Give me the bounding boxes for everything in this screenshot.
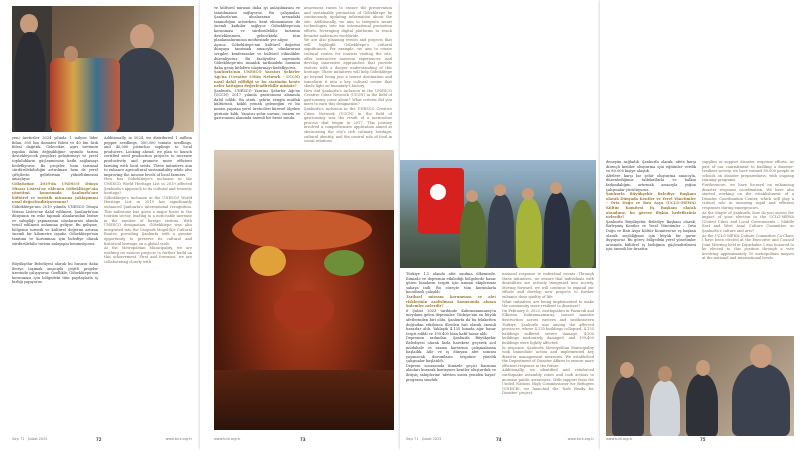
magazine-page-72: [0, 0, 200, 450]
body-text-en: Göbeklitepe's inclusion in the UNESCO World Heritage List in 2019 has significantly enhanced Şanlıurfa's international recognition. This milestone has given a major boost to the tourism sector, leading to a noticeable increase in the number of foreign visitors. With UNESCO designation, Göbeklitepe was also integrated into the Geopark Mogul(h)e Cultural Routes, providing Şanlıurfa with a greater opportunity to preserve its cultural and historical heritage on a global scale.: [104, 195, 192, 246]
question-heading-en: How did Şanlıurfa's inclusion in the UNESCO Creative Cities Network (UCCN) in the field of gastronomy come about? What criteria did you meet to earn this designation?: [304, 88, 392, 107]
body-text-en: As the UCLG-MEWA Culture Committee Co-Chair, I have been elected at the Executive and Council Joint Meeting held in Diyarbakır. I was honored to be elected to this position through a vote involving approximately 30 metropolitan mayors at the national and international levels.: [702, 233, 794, 261]
body-text-en: awareness raises to ensure the preservation and sustainable promotion of Göbeklitepe by continuously updating information about the site. Additionally, we aim to integrate smart technologies into our international promotion efforts, leveraging digital platforms to reach broader audiences worldwide.: [304, 6, 392, 38]
body-text: yeni üreticiler 2024 yılında 1 milyon lider fidan, 300 bin domates fidesi ve 40 bin fırık fidesi dağıttık. Gelecekte, aşırı üretimin yapılan iklim değişikliğine uyumlu tarımı destekleyecek projeleri geliştirmeyi ve yerel toplulukların güçlenmesine katkı sağlamayı hedefliyoruz. Bu projeler, hem tarımsal sürdürülebilirliğin artırılması hem de yerel çiftçilerin gelirlerinin yükseltilmesini amaçlıyor.: [12, 136, 98, 182]
page-number: 72: [96, 437, 102, 442]
body-text: Ayrıca, Göbeklitepe'nin kültürel değerini dünyaya tanıtmak amacıyla uluslararası sergiler, konferanslar ve kültürel etkinlikler düzenliyoruz. Bu faaliyetler sayesinde Göbeklitepe'nin insanlık tarihindeki önemini daha geniş kitlelere ulaştırmayı hedefliyoruz.: [214, 42, 300, 70]
magazine-page-75: [600, 0, 800, 450]
magazine-page-73: [200, 0, 400, 450]
body-text: Depremin ardından, Şanlıurfa Büyükşehir Belediyesi olarak hızla harekete geçerek acil müdahale ve arama kurtarma çalışmalarına başladık. Aile ve iş dünyası afet sonrası yaşanacak durumların tespitine yönelik çalışmalar başlatıldı.: [406, 336, 496, 364]
footer-left: www.turk.org.tr: [214, 437, 241, 441]
column-1-tr: [406, 272, 496, 432]
body-text-en: Additionally, we identified and reinforced earthquake assembly zones and took actions to increase public awareness. With support from the United Nations High Commissioner for Refugees (UNHCR), we launched the 'Safe Ready for Disaster' project.: [502, 368, 594, 396]
dignitaries-photo: [606, 336, 794, 436]
body-text: Göbeklitepe'nin 2019 yılında UNESCO Dünya Mirası Listesi'ne dahil edilmesi, Şanlıurfa'nın dünyanın en eski tapınak alanlarından birine ev sahipliği yapmasının uluslararası alanda tescil edilmesi anlamına geliyor. Bu gelişme, bölgenin turistik ve kültürel değerini artıran önemli bir kilometre taşıdır. Göbeklitepe'nin tanıtımı ve korunması için belediye olarak sürdürülebilir turizm anlayışını benimsiyoruz.: [12, 204, 98, 246]
cyclists-photo: [400, 160, 596, 268]
ceremony-photo: [12, 6, 194, 132]
footer-left: Sayı 71 · Şubat 2025: [12, 437, 48, 441]
footer-right: www.turk.org.tr: [165, 437, 192, 441]
question-heading: Tarihsel mirasın korunması ve afet risklerinin azaltılması konusunda alınan önlemler nelerdir?: [406, 294, 496, 309]
body-text-en: Furthermore, we have focused on enhancing disaster response coordination. We have also started working on the establishment of a Disaster Coordination Center, which will play a critical role in ensuring rapid and efficient responses during emergencies.: [702, 182, 794, 210]
body-text: Türkiye 1,1 alanda afet sınıfına ülkemizde. İlimizde ve depremin etkilediği bölgelerde hasar gören binaların tespiti için uzman ekiplerimiz sahaya indi. Bu süreçte tüm kurumlarla koordineli çalışıldı.: [406, 272, 496, 295]
question-heading: Şanlıurfa Büyükşehir Belediye Başkanı olarak Dünyada Kentler ve Yerel Yönetimler – Orta Doğu ve Batı Asya (UCLG-MEWA) Kültür Komitesi Eş Başkanı olarak atandınız, bu göreve ilişkin hedefleriniz nelerdir?: [606, 192, 696, 220]
body-text: 6 Şubat 2023 tarihinde Kahramanmaraş'ta meydana gelen depremler, Türkiye'nin en büyük afetlerinden biri oldu. Şanlıurfa da bu felaketten doğrudan etkilenen illerden biri olarak önemli hasarlar aldı. Yaklaşık 4.135 binada ağır hasar tespit edildi ve 199.400 bina hafif hasar aldı.: [406, 308, 496, 336]
question-heading: Şanlıurfa'nın UNESCO Yaratıcı Şehirler Ağı'na (Creative Cities Network - UCCN) nasıl dahil edildiği ve bu statünün kente neler kattığını değerlendirebilir misiniz?: [214, 70, 300, 89]
column-2-en: [702, 160, 794, 332]
question-heading-en: What initiatives are being implemented to make the community more resilient to disasters?: [502, 299, 594, 309]
column-1-tr: [12, 136, 98, 260]
body-text-en: On February 6, 2023, earthquakes in Pazarcık and Elbistan, Kahramanmaraş, caused massive destruction across eastern and southeastern Türkiye. Şanlıurfa was among the affected provinces, where 4,135 buildings collapsed, 4,135 buildings suffered severe damage, 4,500 buildings moderately damaged, and 199,400 buildings were lightly affected.: [502, 308, 594, 345]
body-text-en: In response, Şanlıurfa Metropolitan Municipality took immediate action and implemented key disaster management measures. We established the Department of Disaster Affairs to ensure more efficient response in the future.: [502, 345, 594, 368]
question-heading-en: As the Mayor of Şanlıurfa, how do you assess the impact of your election to the UCLG-MEWA (United Cities and Local Governments – Middle East and West Asia) Culture Committee as Şanlıurfa's culture and arts?: [702, 210, 794, 233]
footer-left: Sayı 71 · Şubat 2025: [406, 437, 442, 441]
page-number: 74: [496, 437, 502, 442]
body-text-en: At the Metropolitan Municipality, we are working on various projects to further build on this achievement. First and foremost, we are collaborating closely with: [104, 246, 192, 265]
body-text: Büyükşehir Belediyesi olarak bu hususu daha ileriye taşımak amacıyla çeşitli projeler üzerinde çalışıyoruz. Özellikle, Göbeklitepe'nin korunması için bölgedeki tüm paydaşlarla iş birliği yapıyoruz.: [12, 262, 98, 285]
body-text: Additionally, in 2024, we distributed 1 million pepper seedlings, 300,000 tomato seedlings, and 40,000 pistachio saplings to local producers. Looking ahead, we plan to launch certified seed production projects to increase productivity and promote more efficient farming with local seeds. These initiatives aim to enhance agricultural sustainability while also improving the income levels of local farmers.: [104, 136, 192, 177]
column-2-en: [104, 136, 192, 432]
kebab-food-photo: [214, 150, 394, 430]
column-1-tr-continued: [12, 262, 98, 432]
body-text: Şanlıurfa Büyükşehir Belediye Başkanı olarak, Birleşmiş Kentler ve Yerel Yönetimler – Orta Doğu ve Batı Asya Kültür Komitesi'ne eş başkan olarak seçildiğimiz için büyük bir gurur duyuyoruz. Bu görev, bölgedeki yerel yönetimler arasında kültürel iş birliğinin güçlendirilmesi için önemli bir fırsattır.: [606, 219, 696, 252]
body-text-en: Şanlıurfa's inclusion in the UNESCO Creative Cities Network (UCCN) in the field of gastronomy was the result of a meticulous process that began in 2017. This journey involved a comprehensive application aimed at showcasing the city's rich culinary heritage, cultural identity, and the central role of food in social relations.: [304, 107, 392, 144]
question-heading: Gökyüzüne 2019'da UNESCO Dünya Mirası Listesi'ne eklenen Göbeklitepe'nin yönetimi konusunda Şanlıurfa'nın kültürel ve turistik mirasına yaklaşımını nasıl değerlendiriyorsunuz?: [12, 181, 98, 205]
body-text: deneyim sağladık. Şanlıurfa olarak, afete karşı dirençli kentler oluşturma için eğitimler verdik ve 80.000 kişiye ulaştık.: [606, 160, 696, 174]
body-text: Şanlıurfa, UNESCO Yaratıcı Şehirler Ağı'na (UCCN) 2017 yılında gastronomi alanında dahil edildi. Bu statü, şehrin zengin mutfak kültürünü, köklü yemek geleneğini ve bu mirası yaşatan yerel üreticileri küresel ölçekte görünür kıldı. Yaratıcı şehir unvanı, turizm ve gastronomi alanında önemli bir fırsat sundu.: [214, 88, 300, 121]
magazine-page-74: [400, 0, 600, 450]
body-text: Deprem sonrasında ilimizde geçici barınma alanları kurarak konteyner kentler oluşturduk ve ihtiyaç sahiplerine 'afetten sonra yeniden hayat' programı sunduk.: [406, 363, 496, 382]
body-text: Afetlere karşı bir şehir oluşturma amacıyla, düzenlediğimiz tatbikatlarla ve halkın farkındalığını artırmak amacıyla yoğun çalışmalar yürütüyoruz.: [606, 173, 696, 192]
question-heading-en: How has Göbeklitepe's inclusion in the UNESCO World Heritage List in 2019 affected Şanlıurfa's approach to its cultural and touristic heritage?: [104, 177, 192, 196]
column-1-tr: [214, 6, 300, 146]
page-number: 73: [300, 437, 306, 442]
body-text-en: We are also planning events and projects that will highlight Göbeklitepe's cultural significance. For example, we aim to create cultural routes for tourists visiting the site, offer interactive museum experiences, and develop innovative approaches that provide visitors with a deeper understanding of this heritage. These initiatives will help Göbeklitepe go beyond being just a tourist destination and transform it into a key cultural center that sheds light on humanity's history.: [304, 38, 392, 89]
column-2-en: [304, 6, 392, 146]
column-2-en: [502, 272, 594, 432]
footer-left: www.turk.org.tr: [606, 437, 633, 441]
footer-right: www.turk.org.tr: [567, 437, 594, 441]
body-text-en: national response to individual events. Through these initiatives, we ensure that individuals with disabilities are actively integrated into society. Moving forward, we will continue to expand our efforts and develop new projects to further enhance their quality of life.: [502, 272, 594, 299]
body-text-en: supplies or support disaster response efforts. As part of our commitment to building a disaster-resilient society, we have trained 80,000 people in schools on disaster preparedness, with ongoing training programs.: [702, 160, 794, 183]
body-text: ve kültürel mirasın daha iyi anlaşılmasını ve tanıtılmasını sağlıyoruz. Bu çalışmalar, Şanlıurfa'nın uluslararası arenadaki tanınırlığını artırırken, kent ekonomisine de önemli katkılar sağlıyor. Göbeklitepe'nin korunması ve sürdürülebilir turizmin desteklenmesi, gelecekteki tüm planlamalarımızın merkezinde yer alıyor.: [214, 6, 300, 43]
page-number: 75: [700, 437, 706, 442]
column-1-tr: [606, 160, 696, 332]
